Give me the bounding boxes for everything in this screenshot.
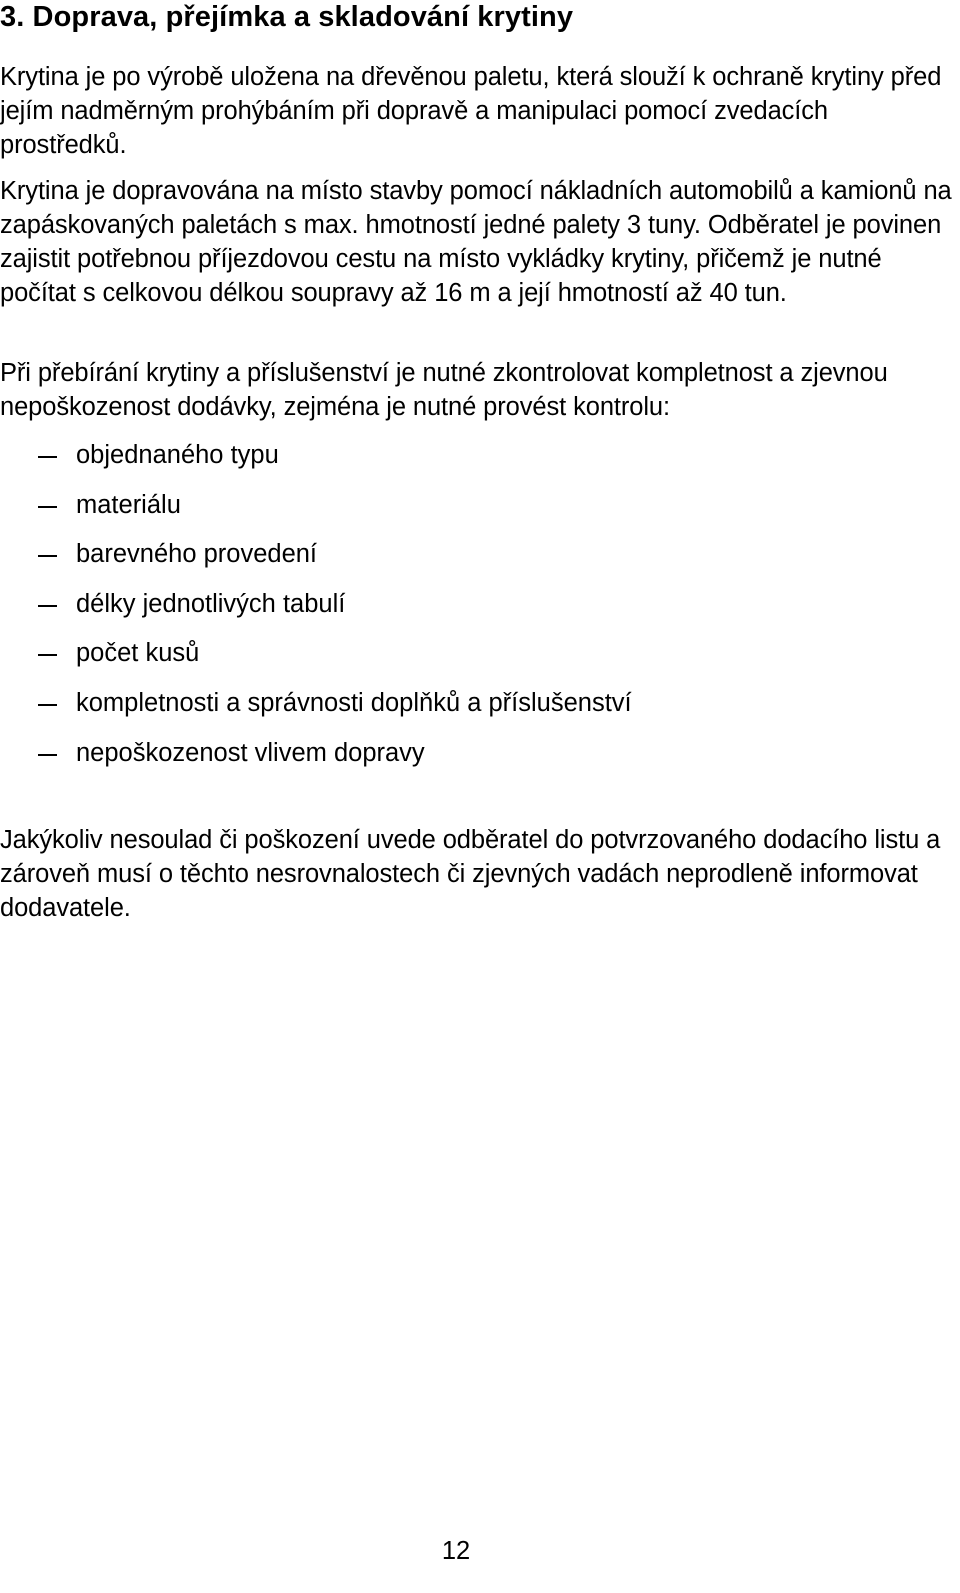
list-item-label: materiálu: [76, 490, 181, 519]
dash-bullet-icon: [38, 654, 57, 656]
dash-bullet-icon: [38, 506, 57, 508]
list-item-label: barevného provedení: [76, 540, 318, 569]
page-number: 12: [441, 1537, 471, 1565]
paragraph-inspection: Při přebírání krytiny a příslušenství je nutné zkontrolovat kompletnost a zjevnou nepoškozenost dodávky, zejména je nutné provést kontrolu:: [0, 359, 888, 421]
dash-bullet-icon: [38, 605, 57, 607]
list-item-label: nepoškozenost vlivem dopravy: [76, 738, 425, 767]
dash-bullet-icon: [38, 555, 57, 557]
paragraph-transport: Krytina je dopravována na místo stavby pomocí nákladních automobilů a kamionů na zapáskovaných paletách s max. hmotností jedné palety 3 tuny. Odběratel je povinen zajistit potřebnou příjezdovou cestu na místo vykládky krytiny, přičemž je nutné počítat s celkovou délkou soupravy až 16 m a její hmotností až 40 tun.: [0, 177, 952, 307]
paragraph-pallet: Krytina je po výrobě uložena na dřevěnou paletu, která slouží k ochraně krytiny před jejím nadměrným prohýbáním při dopravě a manipulaci pomocí zvedacích prostředků.: [0, 63, 942, 159]
section-heading: 3. Doprava, přejímka a skladování krytiny: [0, 1, 574, 33]
dash-bullet-icon: [38, 754, 57, 756]
list-item-label: počet kusů: [76, 639, 200, 668]
list-item-label: objednaného typu: [76, 441, 279, 469]
dash-bullet-icon: [38, 456, 57, 458]
dash-bullet-icon: [38, 704, 57, 706]
list-item-label: délky jednotlivých tabulí: [76, 589, 346, 618]
paragraph-discrepancies: Jakýkoliv nesoulad či poškození uvede odběratel do potvrzovaného dodacího listu a zároveň musí o těchto nesrovnalostech či zjevných vadách neprodleně informovat dodavatele.: [0, 826, 941, 922]
list-item-label: kompletnosti a správnosti doplňků a příslušenství: [76, 688, 632, 717]
